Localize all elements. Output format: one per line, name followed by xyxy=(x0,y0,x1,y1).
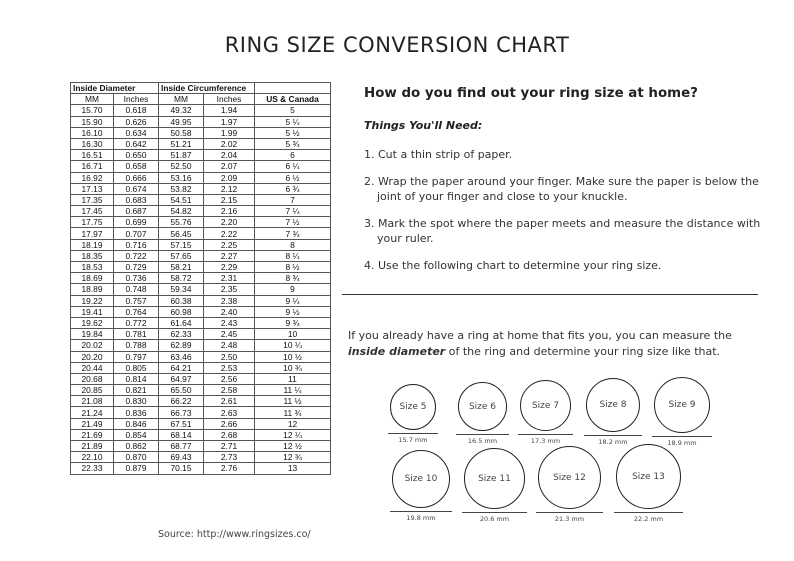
table-row xyxy=(71,329,331,340)
table-cell: 0.757 xyxy=(114,295,159,306)
table-cell: 2.63 xyxy=(204,407,255,418)
ring-size-item xyxy=(518,380,573,445)
table-cell: 55.76 xyxy=(159,217,204,228)
table-cell: 62.33 xyxy=(159,329,204,340)
table-row xyxy=(71,418,331,429)
table-cell: 2.27 xyxy=(204,250,255,261)
step-2: 2. Wrap the paper around your finger. Make sure the paper is below the joint of your finger and close to your knuckle. xyxy=(364,175,759,203)
table-cell: 63.46 xyxy=(159,351,204,362)
table-row xyxy=(71,452,331,463)
table-cell: 51.87 xyxy=(159,150,204,161)
table-cell: 21.08 xyxy=(71,396,114,407)
table-cell: 12 ½ xyxy=(255,441,331,452)
table-cell: 9 ¾ xyxy=(255,317,331,328)
table-cell: 16.51 xyxy=(71,150,114,161)
table-cell: 69.43 xyxy=(159,452,204,463)
table-cell: 2.71 xyxy=(204,441,255,452)
ring-diameter-label xyxy=(614,512,683,523)
table-cell: 11 ¼ xyxy=(255,385,331,396)
table-group-header xyxy=(71,83,331,94)
table-cell: 2.25 xyxy=(204,239,255,250)
table-cell: 2.35 xyxy=(204,284,255,295)
table-row xyxy=(71,239,331,250)
table-row xyxy=(71,150,331,161)
table-row xyxy=(71,273,331,284)
table-cell: 49.95 xyxy=(159,116,204,127)
table-cell: 20.02 xyxy=(71,340,114,351)
col-header-mm: MM xyxy=(159,94,204,105)
table-cell: 22.10 xyxy=(71,452,114,463)
section-divider xyxy=(342,294,758,295)
ring-size-guide xyxy=(380,370,760,523)
table-row xyxy=(71,396,331,407)
ring-diameter-text: 19.8 mm xyxy=(406,514,436,522)
para-emphasis: inside diameter xyxy=(348,344,446,358)
table-cell: 51.21 xyxy=(159,138,204,149)
table-cell: 19.84 xyxy=(71,329,114,340)
table-cell: 2.56 xyxy=(204,373,255,384)
table-row xyxy=(71,228,331,239)
table-cell: 0.626 xyxy=(114,116,159,127)
table-cell: 21.69 xyxy=(71,429,114,440)
table-cell: 0.658 xyxy=(114,161,159,172)
table-cell: 12 xyxy=(255,418,331,429)
table-cell: 0.836 xyxy=(114,407,159,418)
table-cell: 10 xyxy=(255,329,331,340)
table-row xyxy=(71,172,331,183)
table-cell: 19.41 xyxy=(71,306,114,317)
table-cell: 56.45 xyxy=(159,228,204,239)
table-cell: 8 xyxy=(255,239,331,250)
table-cell: 0.846 xyxy=(114,418,159,429)
ring-circle: Size 10 xyxy=(392,450,450,508)
ring-diameter-label xyxy=(456,434,509,445)
table-cell: 61.64 xyxy=(159,317,204,328)
ring-size-item xyxy=(390,450,452,522)
table-cell: 16.30 xyxy=(71,138,114,149)
table-cell: 57.65 xyxy=(159,250,204,261)
table-cell: 0.748 xyxy=(114,284,159,295)
table-cell: 9 xyxy=(255,284,331,295)
table-row xyxy=(71,217,331,228)
table-row xyxy=(71,340,331,351)
group-header-diameter: Inside Diameter xyxy=(71,83,159,94)
table-cell: 10 ¾ xyxy=(255,362,331,373)
ring-size-item xyxy=(614,444,683,523)
table-row xyxy=(71,441,331,452)
table-cell: 0.736 xyxy=(114,273,159,284)
ring-diameter-text: 20.6 mm xyxy=(479,515,510,523)
table-cell: 2.02 xyxy=(204,138,255,149)
table-row xyxy=(71,262,331,273)
table-cell: 0.830 xyxy=(114,396,159,407)
table-cell: 6 ¼ xyxy=(255,161,331,172)
table-column-header xyxy=(71,94,331,105)
table-row xyxy=(71,362,331,373)
table-cell: 7 ¾ xyxy=(255,228,331,239)
table-cell: 59.34 xyxy=(159,284,204,295)
table-cell: 0.707 xyxy=(114,228,159,239)
table-cell: 18.53 xyxy=(71,262,114,273)
table-cell: 9 ¼ xyxy=(255,295,331,306)
table-cell: 0.650 xyxy=(114,150,159,161)
table-cell: 0.687 xyxy=(114,206,159,217)
table-row xyxy=(71,407,331,418)
para-before: If you already have a ring at home that fits you, you can measure the xyxy=(348,329,732,342)
things-needed-heading: Things You'll Need: xyxy=(364,119,483,132)
table-cell: 52.50 xyxy=(159,161,204,172)
table-cell: 19.22 xyxy=(71,295,114,306)
step-3: 3. Mark the spot where the paper meets and measure the distance with your ruler. xyxy=(364,217,761,245)
table-cell: 0.854 xyxy=(114,429,159,440)
table-cell: 6 ¾ xyxy=(255,183,331,194)
table-row xyxy=(71,284,331,295)
group-header-empty xyxy=(255,83,331,94)
table-cell: 1.99 xyxy=(204,127,255,138)
ring-diameter-label xyxy=(518,434,573,445)
table-cell: 2.12 xyxy=(204,183,255,194)
table-cell: 0.634 xyxy=(114,127,159,138)
ring-diameter-label xyxy=(390,511,452,522)
table-cell: 11 xyxy=(255,373,331,384)
ring-diameter-text: 17.3 mm xyxy=(530,437,561,445)
table-cell: 2.53 xyxy=(204,362,255,373)
table-cell: 6 xyxy=(255,150,331,161)
table-cell: 2.76 xyxy=(204,463,255,474)
instruction-steps xyxy=(364,147,764,285)
table-cell: 54.82 xyxy=(159,206,204,217)
ring-size-item xyxy=(652,377,712,447)
table-cell: 53.82 xyxy=(159,183,204,194)
table-cell: 22.33 xyxy=(71,463,114,474)
table-cell: 0.716 xyxy=(114,239,159,250)
ring-size-table xyxy=(70,82,331,475)
ring-size-item xyxy=(388,384,438,444)
ring-diameter-label xyxy=(462,512,527,523)
table-cell: 0.781 xyxy=(114,329,159,340)
table-cell: 2.31 xyxy=(204,273,255,284)
step-1: 1. Cut a thin strip of paper. xyxy=(364,148,513,161)
table-row xyxy=(71,385,331,396)
table-cell: 18.35 xyxy=(71,250,114,261)
table-cell: 17.97 xyxy=(71,228,114,239)
col-header-us-canada: US & Canada xyxy=(255,94,331,105)
table-cell: 7 ¼ xyxy=(255,206,331,217)
table-cell: 5 ½ xyxy=(255,127,331,138)
table-cell: 2.50 xyxy=(204,351,255,362)
ring-circle: Size 5 xyxy=(390,384,436,430)
table-cell: 66.73 xyxy=(159,407,204,418)
measure-ring-paragraph xyxy=(348,328,768,359)
ring-diameter-text: 21.3 mm xyxy=(554,515,585,523)
table-cell: 7 xyxy=(255,194,331,205)
table-row xyxy=(71,306,331,317)
table-cell: 0.772 xyxy=(114,317,159,328)
table-cell: 0.821 xyxy=(114,385,159,396)
table-cell: 2.04 xyxy=(204,150,255,161)
table-cell: 19.62 xyxy=(71,317,114,328)
ring-size-item xyxy=(462,448,527,523)
instructions-question: How do you find out your ring size at home? xyxy=(364,86,698,101)
table-cell: 2.45 xyxy=(204,329,255,340)
table-cell: 0.618 xyxy=(114,105,159,116)
table-cell: 20.85 xyxy=(71,385,114,396)
table-cell: 9 ½ xyxy=(255,306,331,317)
table-cell: 67.51 xyxy=(159,418,204,429)
table-cell: 1.97 xyxy=(204,116,255,127)
table-cell: 5 ¼ xyxy=(255,116,331,127)
table-cell: 20.20 xyxy=(71,351,114,362)
table-cell: 20.68 xyxy=(71,373,114,384)
ring-diameter-text: 18.9 mm xyxy=(667,439,697,447)
table-cell: 5 ¾ xyxy=(255,138,331,149)
table-cell: 0.722 xyxy=(114,250,159,261)
table-row xyxy=(71,373,331,384)
table-cell: 21.49 xyxy=(71,418,114,429)
table-cell: 17.75 xyxy=(71,217,114,228)
table-cell: 0.862 xyxy=(114,441,159,452)
table-row xyxy=(71,116,331,127)
table-cell: 2.66 xyxy=(204,418,255,429)
table-cell: 2.09 xyxy=(204,172,255,183)
table-cell: 2.61 xyxy=(204,396,255,407)
table-cell: 0.699 xyxy=(114,217,159,228)
table-cell: 18.19 xyxy=(71,239,114,250)
table-cell: 2.68 xyxy=(204,429,255,440)
table-cell: 53.16 xyxy=(159,172,204,183)
table-row xyxy=(71,317,331,328)
ring-circle: Size 7 xyxy=(520,380,571,431)
table-cell: 12 ¾ xyxy=(255,452,331,463)
col-header-mm: MM xyxy=(71,94,114,105)
table-cell: 2.29 xyxy=(204,262,255,273)
ring-circle: Size 9 xyxy=(654,377,710,433)
page-title: RING SIZE CONVERSION CHART xyxy=(224,33,570,57)
table-cell: 2.43 xyxy=(204,317,255,328)
table-cell: 18.89 xyxy=(71,284,114,295)
table-cell: 65.50 xyxy=(159,385,204,396)
ring-diameter-text: 22.2 mm xyxy=(633,515,664,523)
table-cell: 6 ½ xyxy=(255,172,331,183)
table-cell: 16.71 xyxy=(71,161,114,172)
table-cell: 0.788 xyxy=(114,340,159,351)
table-cell: 20.44 xyxy=(71,362,114,373)
table-row xyxy=(71,463,331,474)
table-cell: 8 ½ xyxy=(255,262,331,273)
ring-circle: Size 13 xyxy=(616,444,681,509)
table-cell: 66.22 xyxy=(159,396,204,407)
ring-size-item xyxy=(584,378,642,446)
table-row xyxy=(71,295,331,306)
table-cell: 57.15 xyxy=(159,239,204,250)
table-row xyxy=(71,105,331,116)
table-cell: 0.674 xyxy=(114,183,159,194)
table-cell: 16.10 xyxy=(71,127,114,138)
table-cell: 2.48 xyxy=(204,340,255,351)
table-cell: 2.15 xyxy=(204,194,255,205)
table-cell: 15.90 xyxy=(71,116,114,127)
ring-diameter-label xyxy=(388,433,438,444)
table-cell: 2.38 xyxy=(204,295,255,306)
table-cell: 2.58 xyxy=(204,385,255,396)
table-cell: 8 ¼ xyxy=(255,250,331,261)
table-cell: 0.879 xyxy=(114,463,159,474)
table-cell: 2.07 xyxy=(204,161,255,172)
table-cell: 62.89 xyxy=(159,340,204,351)
group-header-circumference: Inside Circumference xyxy=(159,83,255,94)
table-row xyxy=(71,127,331,138)
table-cell: 10 ¼ xyxy=(255,340,331,351)
table-cell: 11 ½ xyxy=(255,396,331,407)
table-cell: 2.73 xyxy=(204,452,255,463)
table-cell: 0.805 xyxy=(114,362,159,373)
col-header-inches: Inches xyxy=(114,94,159,105)
table-cell: 2.22 xyxy=(204,228,255,239)
table-cell: 2.16 xyxy=(204,206,255,217)
ring-diameter-label xyxy=(536,512,603,523)
table-cell: 1.94 xyxy=(204,105,255,116)
table-cell: 0.764 xyxy=(114,306,159,317)
table-cell: 13 xyxy=(255,463,331,474)
table-cell: 60.98 xyxy=(159,306,204,317)
table-cell: 10 ½ xyxy=(255,351,331,362)
para-after: of the ring and determine your ring size like that. xyxy=(445,344,721,358)
table-cell: 11 ¾ xyxy=(255,407,331,418)
table-cell: 0.729 xyxy=(114,262,159,273)
col-header-inches: Inches xyxy=(204,94,255,105)
ring-size-item xyxy=(536,446,603,523)
table-cell: 0.870 xyxy=(114,452,159,463)
table-cell: 21.89 xyxy=(71,441,114,452)
table-cell: 50.58 xyxy=(159,127,204,138)
table-cell: 64.97 xyxy=(159,373,204,384)
table-cell: 70.15 xyxy=(159,463,204,474)
table-cell: 64.21 xyxy=(159,362,204,373)
ring-diameter-text: 18.2 mm xyxy=(598,438,628,446)
table-cell: 7 ½ xyxy=(255,217,331,228)
table-cell: 60.38 xyxy=(159,295,204,306)
table-cell: 0.814 xyxy=(114,373,159,384)
table-cell: 8 ¾ xyxy=(255,273,331,284)
table-cell: 0.797 xyxy=(114,351,159,362)
step-4: 4. Use the following chart to determine your ring size. xyxy=(364,259,662,272)
table-cell: 17.45 xyxy=(71,206,114,217)
ring-circle: Size 6 xyxy=(458,382,507,431)
table-cell: 0.666 xyxy=(114,172,159,183)
table-cell: 18.69 xyxy=(71,273,114,284)
table-row xyxy=(71,138,331,149)
table-cell: 0.642 xyxy=(114,138,159,149)
table-cell: 68.14 xyxy=(159,429,204,440)
table-cell: 15.70 xyxy=(71,105,114,116)
table-cell: 68.77 xyxy=(159,441,204,452)
table-cell: 49.32 xyxy=(159,105,204,116)
ring-circle: Size 11 xyxy=(464,448,525,509)
table-cell: 58.72 xyxy=(159,273,204,284)
ring-diameter-text: 16.5 mm xyxy=(467,437,498,445)
table-row xyxy=(71,194,331,205)
table-cell: 21.24 xyxy=(71,407,114,418)
ring-circle: Size 12 xyxy=(538,446,601,509)
table-row xyxy=(71,250,331,261)
table-row xyxy=(71,429,331,440)
ring-size-item xyxy=(456,382,509,445)
table-cell: 0.683 xyxy=(114,194,159,205)
table-cell: 58.21 xyxy=(159,262,204,273)
table-row xyxy=(71,183,331,194)
table-cell: 17.35 xyxy=(71,194,114,205)
table-row xyxy=(71,161,331,172)
ring-diameter-text: 15.7 mm xyxy=(398,436,428,444)
table-cell: 17.13 xyxy=(71,183,114,194)
table-cell: 5 xyxy=(255,105,331,116)
table-cell: 12 ¼ xyxy=(255,429,331,440)
table-row xyxy=(71,351,331,362)
ring-circle: Size 8 xyxy=(586,378,640,432)
table-cell: 2.20 xyxy=(204,217,255,228)
source-citation: Source: http://www.ringsizes.co/ xyxy=(158,529,311,540)
table-cell: 2.40 xyxy=(204,306,255,317)
table-row xyxy=(71,206,331,217)
table-cell: 54.51 xyxy=(159,194,204,205)
table-cell: 16.92 xyxy=(71,172,114,183)
